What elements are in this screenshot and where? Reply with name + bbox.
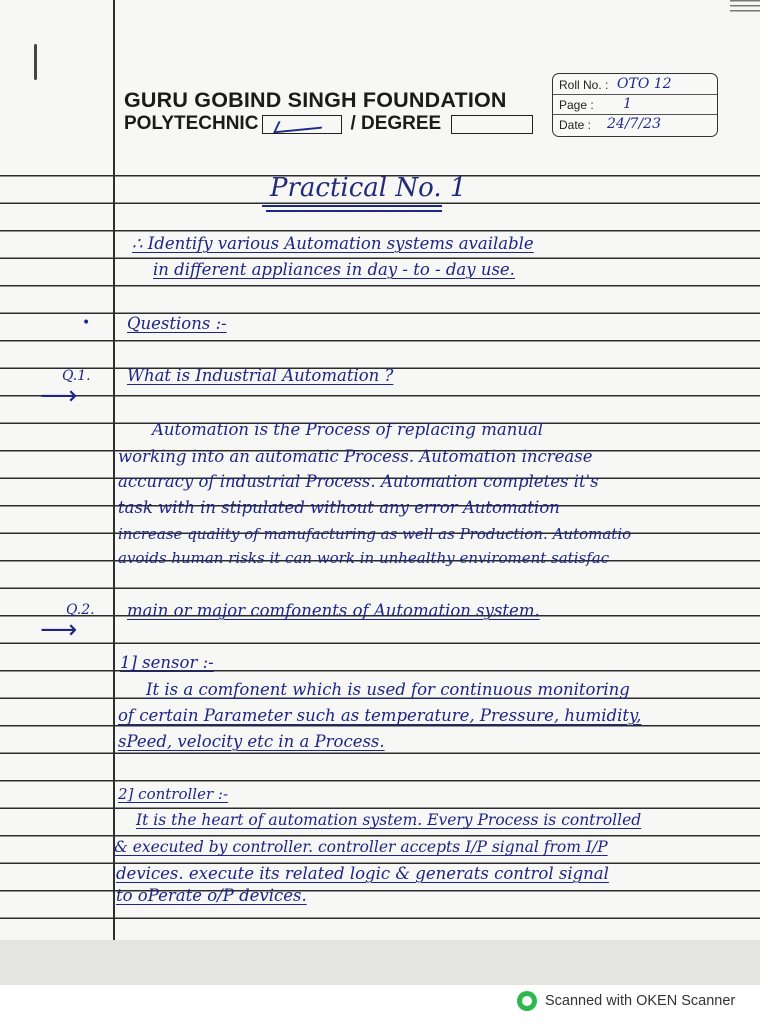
controller-heading: 2] controller :- [118,785,229,803]
page-row [553,94,717,115]
title-underline [262,205,442,207]
institute-type-row [124,113,541,135]
controller-line-1: It is the heart of automation system. Every Process is controlled [136,811,642,829]
answer1-line-5: increase quality of manufacturing as well as Production. Automatio [118,525,632,543]
page-label: Page : [559,98,594,112]
polytechnic-checkbox [262,115,342,134]
answer1-line-1: Automation is the Process of replacing manual [152,420,544,439]
arrow-right-icon-2: ⟶ [40,615,78,645]
scanner-logo-icon [517,991,537,1011]
controller-line-4: to oPerate o/P devices. [116,886,307,905]
q1-label: Q.1. [62,368,91,384]
binding-mark [34,44,37,80]
controller-line-3: devices. execute its related logic & generats control signal [116,864,609,883]
roll-label: Roll No. : [559,78,609,92]
q2-text: main or major comfonents of Automation system. [127,601,540,620]
date-row [553,114,717,134]
roll-value: OTO 12 [617,76,672,92]
controller-line-2: & executed by controller. controller accepts I/P signal from I/P [114,838,608,856]
questions-heading: Questions :- [127,314,227,333]
roll-row [553,74,717,95]
sensor-line-3: sPeed, velocity etc in a Process. [118,732,385,751]
answer1-line-2: working into an automatic Process. Automation increase [118,447,593,466]
answer1-line-4: task with in stipulated without any error Automation [118,498,560,517]
title-underline-2 [266,210,442,212]
date-label: Date : [559,118,592,132]
institute-name: GURU GOBIND SINGH FOUNDATION [124,88,507,112]
aim-line-2: in different appliances in day - to - day use. [153,260,515,279]
page-value: 1 [623,96,632,112]
margin-rule [113,0,115,940]
arrow-right-icon: ⟶ [40,381,78,411]
sensor-heading: 1] sensor :- [120,653,214,672]
polytechnic-label: POLYTECHNIC [124,113,259,134]
date-value: 24/7/23 [607,116,661,132]
sensor-line-2: of certain Parameter such as temperature, Pressure, humidity, [118,706,642,725]
degree-label: / DEGREE [350,113,442,134]
page-corner-lines [730,0,760,14]
degree-checkbox [451,115,533,134]
check-mark-icon [273,116,327,133]
page-info-box [552,73,718,137]
scanner-watermark [517,991,735,1011]
answer1-line-3: accuracy of industrial Process. Automation completes it's [118,472,599,491]
bullet-dot: • [82,315,91,331]
answer1-line-6: avoids human risks it can work in unhealthy enviroment satisfac [118,549,610,567]
q2-label: Q.2. [66,602,95,618]
scanner-text: Scanned with OKEN Scanner [545,993,736,1009]
aim-line-1: ∴ Identify various Automation systems available [132,234,534,253]
sensor-line-1: It is a comfonent which is used for continuous monitoring [146,680,630,699]
q1-text: What is Industrial Automation ? [127,366,394,385]
practical-title: Practical No. 1 [270,173,467,203]
